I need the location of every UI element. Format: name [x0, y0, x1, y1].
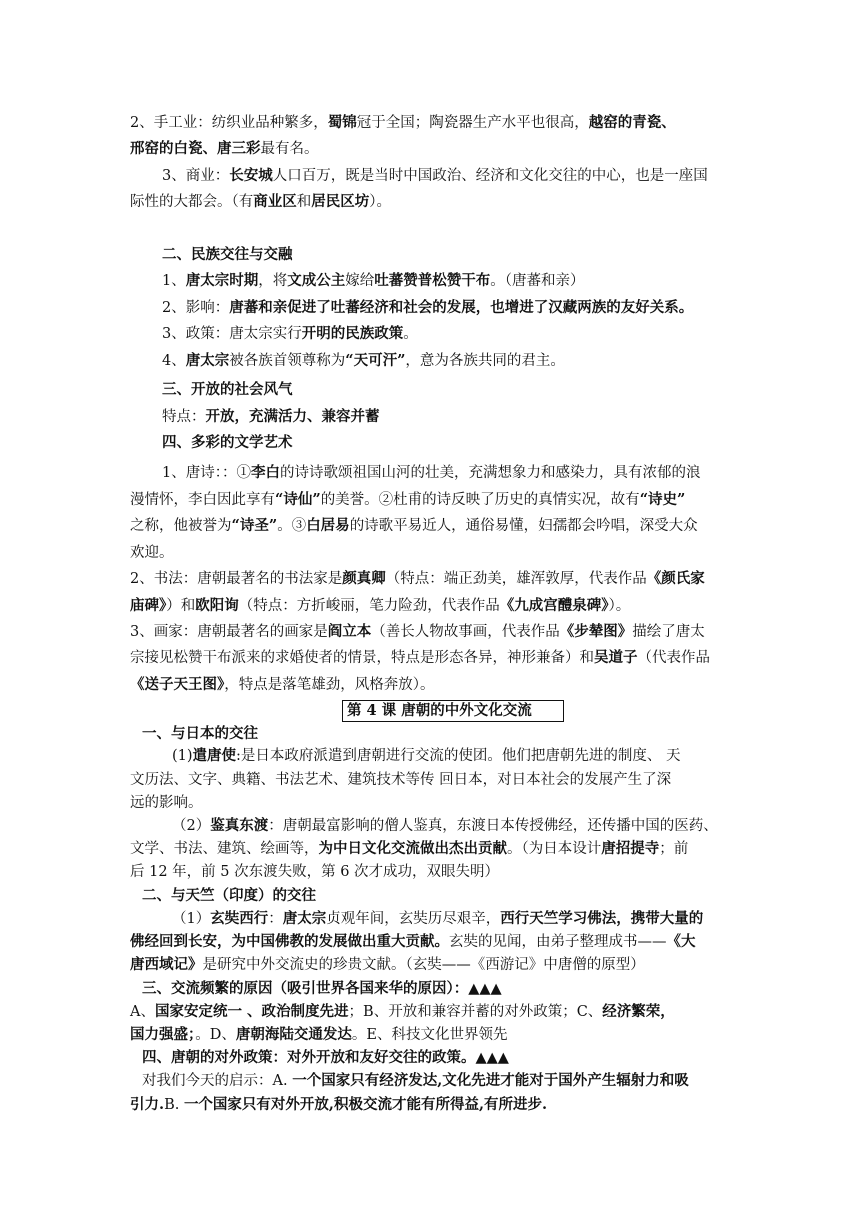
bold-text-segment: 开明的民族政策 — [301, 325, 404, 342]
text-segment: :是日本政府派遣到唐朝进行交流的使团。他们把唐朝先进的制度、 天 — [236, 748, 681, 764]
bold-text-segment: 《大 — [666, 933, 696, 950]
text-segment: 冠于全国；陶瓷器生产水平也很高， — [356, 115, 589, 131]
text-segment: 文历法、文字、典籍、书法艺术、建筑技术等传 回日本，对日本社会的发展产生了深 — [130, 772, 672, 788]
bold-text-segment: 庙碑》 — [130, 597, 167, 614]
text-line — [130, 543, 750, 563]
text-line — [130, 1025, 750, 1045]
text-segment: 漫情怀，李白因此享有 — [130, 492, 275, 508]
section-heading — [142, 1048, 762, 1068]
text-segment: 。③ — [277, 518, 307, 534]
text-segment: 最有名。 — [260, 141, 319, 157]
text-line — [130, 622, 750, 642]
text-line — [130, 192, 750, 212]
text-segment: 宗接见松赞干布派来的求婚使者的情景，特点是形态各异，神形兼备）和 — [130, 650, 594, 666]
text-segment: 贞观年间，玄奘历尽艰辛， — [326, 911, 501, 927]
bold-text-segment: 文成公主 — [287, 272, 346, 289]
text-line — [162, 407, 782, 427]
text-line — [130, 839, 750, 859]
bold-text-segment: 白居易 — [306, 517, 350, 534]
bold-text-segment: 为中日文化交流做出杰出贡献 — [318, 840, 507, 857]
text-segment: 3、画家：唐朝最著名的画家是 — [130, 624, 328, 640]
text-segment: ，特点是落笔雄劲，风格奔放）。 — [224, 677, 435, 693]
text-line — [130, 932, 750, 952]
text-segment: 被各族首领尊称为 — [229, 353, 346, 369]
bold-text-segment: “诗圣” — [231, 517, 278, 534]
text-segment: 。（为日本设计 — [507, 841, 602, 857]
text-line — [130, 569, 750, 589]
text-line — [162, 298, 782, 318]
text-line — [130, 516, 750, 536]
text-line — [130, 770, 750, 790]
bold-text-segment: 引力. — [130, 1096, 165, 1113]
bold-text-segment: 四、唐朝的对外政策：对外开放和友好交往的政策。▲▲▲ — [142, 1049, 509, 1066]
bold-text-segment: 唐太宗 — [282, 910, 327, 927]
text-segment: ，将 — [258, 273, 288, 289]
text-line — [142, 1071, 762, 1091]
text-line — [162, 351, 782, 371]
text-segment: 2、手工业：纺织业品种繁多， — [130, 115, 328, 131]
bold-text-segment: 居民区坊 — [311, 193, 370, 210]
bold-text-segment: 唐西域记》 — [130, 956, 203, 973]
text-segment: （特点：方折峻丽，笔力险劲，代表作品 — [238, 598, 500, 614]
bold-text-segment: 唐太宗 — [185, 352, 230, 369]
bold-text-segment: 唐太宗时期 — [185, 272, 259, 289]
bold-text-segment: 《九成宫醴泉碑》 — [499, 597, 609, 614]
text-line — [172, 816, 792, 836]
bold-text-segment: 一个国家只有经济发达,文化先进才能对于国外产生辐射力和吸 — [292, 1072, 689, 1089]
text-segment: 的美誉。②杜甫的诗反映了历史的真情实况，故有 — [320, 492, 640, 508]
bold-text-segment: 吐蕃赞普松赞干布 — [374, 272, 491, 289]
text-segment: （2） — [172, 818, 211, 834]
bold-text-segment: 一个国家只有对外开放,积极交流才能有所得益,有所进步. — [183, 1096, 548, 1113]
bold-text-segment: 遣唐使 — [192, 747, 237, 764]
text-segment: ： — [268, 911, 283, 927]
text-segment: 之称，他被誉为 — [130, 518, 232, 534]
text-segment: 1、唐诗：：① — [162, 465, 251, 481]
bold-text-segment: 三、开放的社会风气 — [162, 381, 293, 398]
text-line — [162, 324, 782, 344]
bold-text-segment: 越窑的青瓷、 — [588, 114, 676, 131]
text-segment: 。 — [403, 326, 418, 342]
text-line — [130, 113, 750, 133]
text-segment: 的诗歌平易近人，通俗易懂，妇孺都会吟唱，深受大众 — [349, 518, 698, 534]
text-line — [130, 793, 750, 813]
bold-text-segment: 国家安定统一 、政治制度先进 — [154, 1003, 349, 1020]
text-line — [130, 648, 750, 668]
text-segment: 特点： — [162, 409, 206, 425]
bold-text-segment: 吴道子 — [594, 649, 638, 666]
bold-text-segment: 《送子天王图》 — [130, 676, 225, 693]
bold-text-segment: 唐蕃和亲促进了吐蕃经济和社会的发展，也增进了汉藏两族的友好关系。 — [229, 299, 694, 316]
text-segment: B. — [164, 1097, 184, 1113]
text-segment: 。E、科技文化世界领先 — [351, 1027, 508, 1043]
text-segment: 嫁给 — [345, 273, 375, 289]
bold-text-segment: 商业区 — [253, 193, 297, 210]
bold-text-segment: 开放，充满活力、兼容并蓄 — [205, 408, 380, 425]
text-segment: （1） — [172, 911, 211, 927]
bold-text-segment: 《步辇图》 — [559, 623, 633, 640]
text-line — [130, 139, 750, 159]
text-segment: 描绘了唐太 — [632, 624, 705, 640]
bold-text-segment: “诗仙” — [275, 491, 321, 508]
bold-text-segment: 二、民族交往与交融 — [162, 246, 293, 263]
text-segment: ）。 — [369, 194, 391, 210]
text-line — [172, 909, 792, 929]
text-segment: 和 — [296, 194, 312, 210]
text-segment: 人口百万，既是当时中国政治、经济和文化交往的中心，也是一座国 — [272, 168, 708, 184]
text-segment: 3、政策：唐太宗实行 — [162, 326, 302, 342]
text-segment: 3、商业： — [162, 168, 230, 184]
text-segment: ）和 — [166, 598, 196, 614]
text-segment: （善长人物故事画，代表作品 — [371, 624, 560, 640]
text-line — [162, 463, 782, 483]
section-heading — [162, 433, 782, 453]
section-heading — [162, 380, 782, 400]
section-heading — [142, 979, 762, 999]
text-segment: 对我们今天的启示：A. — [142, 1073, 293, 1089]
text-segment: 1、 — [162, 273, 186, 289]
bold-text-segment: 阎立本 — [327, 623, 372, 640]
text-segment: 的诗诗歌颂祖国山河的壮美，充满想象力和感染力，具有浓郁的浪 — [279, 465, 701, 481]
text-segment: （代表作品 — [637, 650, 710, 666]
bold-text-segment: 二、与天竺（印度）的交往 — [142, 887, 316, 904]
bold-text-segment: “天可汗” — [345, 352, 406, 369]
text-segment: 际性的大都会。（有 — [130, 194, 254, 210]
text-segment: 2、影响： — [162, 300, 230, 316]
bold-text-segment: 唐招提寺 — [601, 840, 660, 857]
text-segment: ）。 — [608, 598, 631, 614]
bold-text-segment: 长安城 — [229, 167, 273, 184]
text-line — [162, 166, 782, 186]
bold-text-segment: 李白 — [250, 464, 280, 481]
text-segment: 4、 — [162, 353, 186, 369]
bold-text-segment: 玄奘西行 — [210, 910, 269, 927]
bold-text-segment: 国力强盛； — [130, 1026, 196, 1043]
bold-text-segment: 蜀锦 — [327, 114, 357, 131]
text-segment: ：唐朝最富影响的僧人鉴真，东渡日本传授佛经，还传播中国的医药、 — [268, 818, 718, 834]
text-segment: 远的影响。 — [130, 795, 203, 811]
bold-text-segment: 欧阳询 — [195, 597, 239, 614]
bold-text-segment: 鉴真东渡 — [210, 817, 269, 834]
text-segment: ，意为各族共同的君主。 — [405, 353, 565, 369]
bold-text-segment: 西行天竺学习佛法，携带大量的 — [500, 910, 704, 927]
text-line — [130, 1002, 750, 1022]
lesson-title: 第 4 课 唐朝的中外文化交流 — [342, 700, 564, 722]
text-segment: 。（唐蕃和亲） — [490, 273, 585, 289]
bold-text-segment: 颜真卿 — [342, 570, 386, 587]
bold-text-segment: “诗史” — [639, 491, 686, 508]
text-segment: （特点：端正劲美，雄浑敦厚，代表作品 — [385, 571, 647, 587]
text-line — [130, 490, 750, 510]
bold-text-segment: 《颜氏家 — [646, 570, 705, 587]
text-line — [172, 746, 792, 766]
text-line — [130, 862, 750, 882]
text-segment: 2、书法：唐朝最著名的书法家是 — [130, 571, 343, 587]
text-segment: 欢迎。 — [130, 545, 174, 561]
text-segment: ；B、开放和兼容并蓄的对外政策；C、 — [348, 1004, 603, 1020]
bold-text-segment: 经济繁荣， — [602, 1003, 675, 1020]
bold-text-segment: 三、交流频繁的原因（吸引世界各国来华的原因）：▲▲▲ — [142, 980, 502, 997]
text-segment: 是研究中外交流史的珍贵文献。（玄奘——《西游记》中唐僧的原型） — [202, 957, 645, 973]
text-line — [130, 675, 750, 695]
section-heading — [162, 245, 782, 265]
bold-text-segment: 唐朝海陆交通发达 — [235, 1026, 352, 1043]
text-segment: A、 — [130, 1004, 155, 1020]
text-segment: ；前 — [659, 841, 689, 857]
text-segment: 。D、 — [195, 1027, 236, 1043]
bold-text-segment: 邢窑的白瓷、唐三彩 — [130, 140, 261, 157]
text-line — [130, 596, 750, 616]
text-line — [162, 271, 782, 291]
section-heading — [142, 886, 762, 906]
bold-text-segment: 一、与日本的交往 — [142, 725, 258, 742]
text-segment: 后 12 年，前 5 次东渡失败，第 6 次才成功，双眼失明） — [130, 864, 500, 880]
text-segment: 玄奘的见闻，由弟子整理成书—— — [449, 934, 667, 950]
text-segment: 文学、书法、建筑、绘画等， — [130, 841, 319, 857]
section-heading — [142, 724, 762, 744]
text-segment: (1) — [172, 748, 193, 764]
bold-text-segment: 四、多彩的文学艺术 — [162, 434, 293, 451]
text-line — [130, 1095, 750, 1115]
text-line — [130, 955, 750, 975]
bold-text-segment: 佛经回到长安，为中国佛教的发展做出重大贡献。 — [130, 933, 449, 950]
